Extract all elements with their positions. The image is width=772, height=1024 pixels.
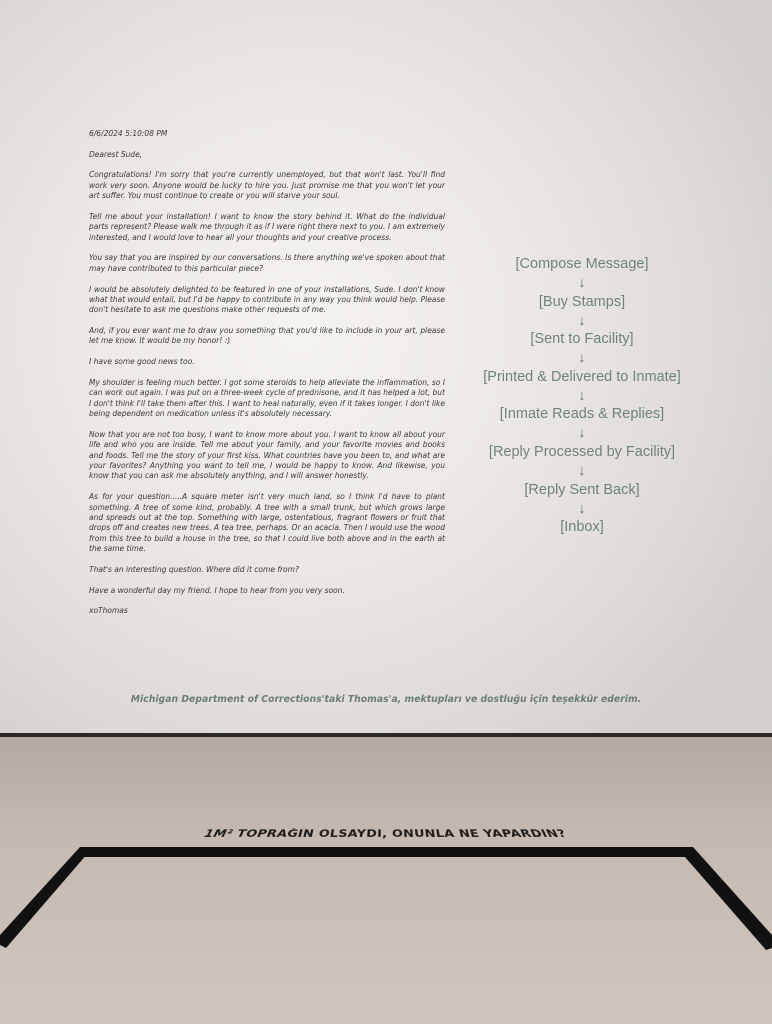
letter-paragraph: My shoulder is feeling much better. I got some steroids to help alleviate the inflammation, so I can work out again. I was put on a three-week cycle of prednisone, and it has helped a lot, but I don't think I'll take them after this. I want to heal naturally, even if it takes longer. I don't like being dependent on medication unless it's absolutely necessary.: [89, 377, 445, 419]
down-arrow-icon: ↓: [578, 499, 586, 516]
down-arrow-icon: ↓: [578, 386, 586, 403]
letter-signoff: xoThomas: [89, 606, 128, 616]
tape-right-edge: [685, 847, 772, 950]
letter-paragraph: You say that you are inspired by our conversations. Is there anything we've spoken about that may have contributed to this particular piece?: [89, 253, 445, 273]
letter-paragraph: I have some good news too.: [89, 357, 195, 367]
letter-paragraph: Tell me about your installation! I want to know the story behind it. What do the individual parts represent? Please walk me through it as if I were right there next to you. I am extremely interested, and I would love to hear all your thoughts and your creative process.: [89, 211, 445, 242]
flow-step-buy-stamps: [Buy Stamps]: [538, 293, 626, 310]
flow-step-reply-sent-back: [Reply Sent Back]: [524, 481, 640, 498]
tape-left-edge: [0, 847, 88, 948]
flow-step-printed-delivered: [Printed & Delivered to Inmate]: [483, 368, 681, 385]
letter-greeting: Dearest Sude,: [89, 149, 143, 159]
flow-step-compose: [Compose Message]: [515, 256, 649, 272]
down-arrow-icon: ↓: [578, 274, 586, 290]
flow-step-inbox: [Inbox]: [560, 519, 604, 536]
down-arrow-icon: ↓: [578, 461, 586, 478]
tape-top-edge: [80, 847, 693, 857]
flow-step-inmate-replies: [Inmate Reads & Replies]: [499, 406, 665, 423]
down-arrow-icon: ↓: [578, 349, 586, 366]
letter-paragraph: That's an interesting question. Where did it come from?: [89, 564, 299, 574]
letter-paragraph: Congratulations! I'm sorry that you're currently unemployed, but that won't last. You'll find work very soon. Anyone would be lucky to hire you. Just promise me that you won't let your art suffer. You must continue to create or you will starve your soul.: [89, 170, 445, 201]
wall-caption: Michigan Department of Corrections'taki Thomas'a, mektupları ve dostluğu için teşekkür ederim.: [130, 694, 642, 705]
floor-question: 1M² TOPRAĞIN OLSAYDI, ONUNLA NE YAPARDIN?: [200, 828, 570, 840]
letter-paragraph: Have a wonderful day my friend. I hope to hear from you very soon.: [89, 585, 345, 595]
letter-timestamp: 6/6/2024 5:10:08 PM: [89, 129, 168, 138]
letter-paragraph: I would be absolutely delighted to be featured in one of your installations, Sude. I don't know what that would entail, but I'd be happy to contribute in any way you think would help. Please don't hesitate to ask me questions make other requests of me.: [89, 284, 445, 315]
letter-paragraph: As for your question.....A square meter isn't very much land, so I think I'd have to plant something. A tree of some kind, probably. A tree with a small trunk, but which grows large and spreads out at the top. Something with large, ostentatious, fragrant flowers or fruit that drops off and creates new trees. A tea tree, perhaps. Or an acacia. Then I would use the wood from this tree to build a house in the tree, so that I could live both above and in the earth at the same time.: [89, 492, 445, 554]
letter-paragraph: And, if you ever want me to draw you something that you'd like to include in your art, please let me know. It would be my honor! :): [89, 326, 445, 346]
flow-step-sent-to-facility: [Sent to Facility]: [530, 331, 634, 348]
flow-step-reply-processed: [Reply Processed by Facility]: [488, 443, 676, 460]
down-arrow-icon: ↓: [578, 311, 586, 328]
letter-paragraph: Now that you are not too busy, I want to know more about you. I want to know all about your life and who you are inside. Tell me about your family, and your favorite movies and books and foods. Tell me the story of your first kiss. What countries have you been to, and what are your favorites? Anything you want to tell me, I would be happy to know. And likewise, you know that you can ask me absolutely anything, and I will answer honestly.: [89, 429, 445, 481]
down-arrow-icon: ↓: [578, 424, 586, 441]
